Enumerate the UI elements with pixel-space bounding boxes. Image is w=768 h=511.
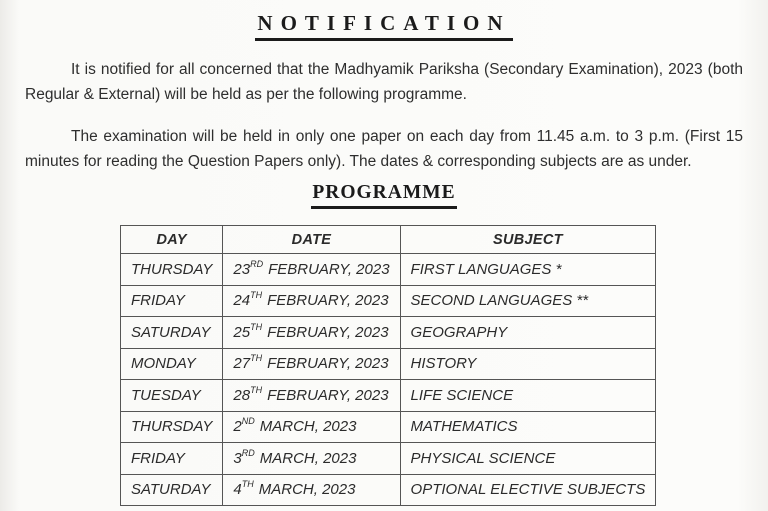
date-ordinal: RD — [241, 447, 255, 458]
subject-cell: LIFE SCIENCE — [400, 380, 656, 412]
day-cell: TUESDAY — [121, 380, 223, 412]
date-cell — [223, 474, 400, 506]
subject-cell: OPTIONAL ELECTIVE SUBJECTS — [400, 474, 656, 506]
date-cell — [223, 443, 400, 475]
date-month-year: FEBRUARY, 2023 — [268, 260, 390, 278]
date-cell — [223, 348, 400, 380]
column-header-day: DAY — [121, 226, 223, 254]
date-ordinal: ND — [241, 416, 255, 427]
date-ordinal: TH — [250, 290, 263, 301]
date-ordinal: TH — [241, 479, 254, 490]
subject-cell: PHYSICAL SCIENCE — [400, 443, 656, 475]
table-row — [121, 474, 656, 506]
notification-title: NOTIFICATION — [255, 10, 512, 41]
date-ordinal: RD — [250, 258, 264, 269]
date-cell — [223, 285, 400, 317]
date-month-year: MARCH, 2023 — [259, 449, 357, 467]
schedule-paragraph: The examination will be held in only one paper on each day from 11.45 a.m. to 3 p.m. (First 15 minutes for reading the Question Papers only). The dates & corresponding subjects are as under. — [25, 128, 743, 170]
day-cell: SATURDAY — [121, 317, 223, 349]
date-number: 4 — [233, 481, 242, 499]
date-number: 3 — [233, 449, 242, 467]
date-cell — [223, 380, 400, 412]
table-row — [121, 411, 656, 443]
date-number: 23 — [233, 260, 251, 278]
date-number: 25 — [233, 323, 251, 341]
date-month-year: FEBRUARY, 2023 — [267, 355, 389, 373]
title-row — [25, 10, 743, 41]
date-ordinal: TH — [250, 384, 263, 395]
table-row — [121, 443, 656, 475]
day-cell: MONDAY — [121, 348, 223, 380]
day-cell: SATURDAY — [121, 474, 223, 506]
date-cell — [223, 317, 400, 349]
date-number: 28 — [233, 386, 251, 404]
subject-cell: MATHEMATICS — [400, 411, 656, 443]
day-cell: FRIDAY — [121, 285, 223, 317]
programme-heading: PROGRAMME — [311, 181, 456, 209]
date-number: 2 — [233, 418, 242, 436]
day-cell: THURSDAY — [121, 411, 223, 443]
date-ordinal: TH — [250, 353, 263, 364]
date-month-year: MARCH, 2023 — [259, 418, 357, 436]
date-month-year: FEBRUARY, 2023 — [267, 292, 389, 310]
programme-table — [120, 225, 656, 506]
table-row — [121, 285, 656, 317]
day-cell: FRIDAY — [121, 443, 223, 475]
table-row — [121, 317, 656, 349]
date-number: 24 — [233, 292, 251, 310]
date-ordinal: TH — [250, 321, 263, 332]
subject-cell: SECOND LANGUAGES ** — [400, 285, 656, 317]
table-row — [121, 254, 656, 286]
programme-heading-row — [25, 181, 743, 209]
date-cell — [223, 254, 400, 286]
subject-cell: FIRST LANGUAGES * — [400, 254, 656, 286]
day-cell: THURSDAY — [121, 254, 223, 286]
intro-paragraph: It is notified for all concerned that the Madhyamik Pariksha (Secondary Examination), 2023 (both Regular & External) will be held as per the following programme. — [25, 61, 743, 103]
date-month-year: FEBRUARY, 2023 — [267, 386, 389, 404]
subject-cell: GEOGRAPHY — [400, 317, 656, 349]
date-month-year: MARCH, 2023 — [258, 481, 356, 499]
subject-cell: HISTORY — [400, 348, 656, 380]
table-row — [121, 348, 656, 380]
table-header-row — [121, 226, 656, 254]
date-number: 27 — [233, 355, 251, 373]
date-cell — [223, 411, 400, 443]
table-row — [121, 380, 656, 412]
column-header-subject: SUBJECT — [400, 226, 656, 254]
column-header-date: DATE — [223, 226, 400, 254]
date-month-year: FEBRUARY, 2023 — [267, 323, 389, 341]
